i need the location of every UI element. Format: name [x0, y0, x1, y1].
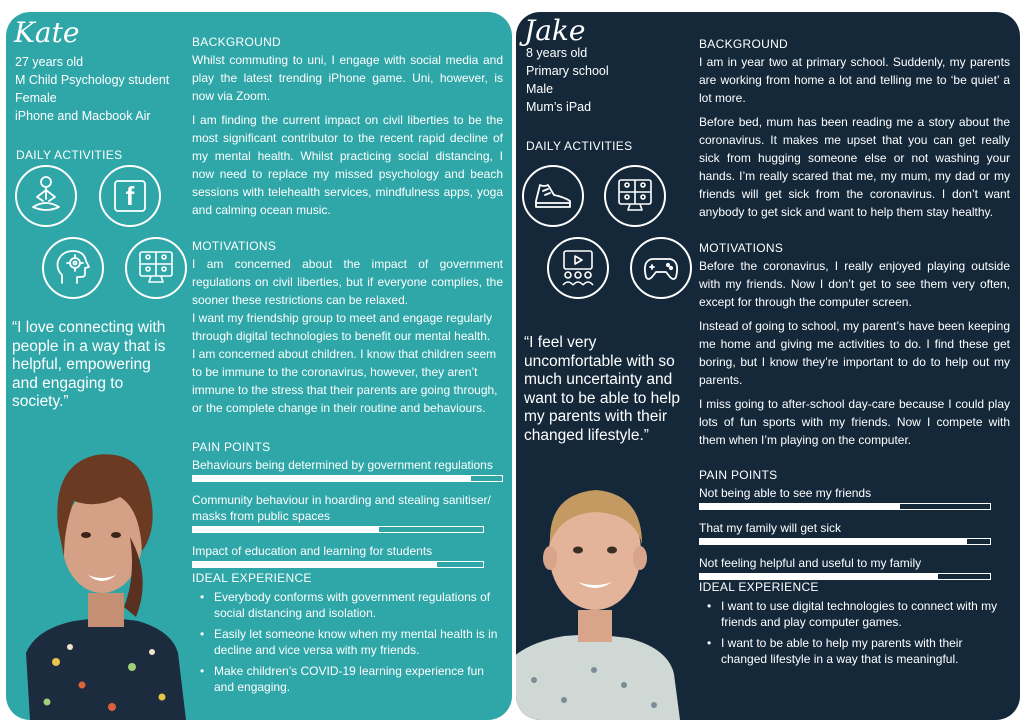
list-item: • Make children’s COVID-19 learning experience fun and engaging. [192, 663, 502, 695]
motivation-paragraph: I want my friendship group to meet and engage regularly through digital technologies to benefit our mental health. [192, 311, 493, 343]
pain-point-bar [192, 475, 503, 482]
list-item: • Everybody conforms with government regulations of social distancing and isolation. [192, 589, 502, 621]
pain-point-bar-fill [193, 562, 437, 567]
ideal-experience-list [699, 598, 999, 672]
background-heading: BACKGROUND [699, 37, 789, 51]
motivation-paragraph: I am concerned about children. I know that children seem to be immune to the coronavirus, however, they aren’t immune to the stress that their parents are going through, or the complete change in their routine and behaviours. [192, 347, 498, 415]
facebook-icon [99, 165, 161, 227]
persona-facts [15, 53, 169, 125]
persona-quote: “I love connecting with people in a way that is helpful, empowering and engaging to society.” [12, 319, 166, 410]
online-class-icon [547, 237, 609, 299]
persona-occupation: M Child Psychology student [15, 73, 170, 87]
jake-portrait-photo [516, 460, 694, 720]
persona-facts [526, 44, 609, 116]
video-call-icon [125, 237, 187, 299]
ideal-experience-list [192, 589, 502, 700]
pain-point-bar [192, 561, 484, 568]
pain-point-bar-fill [700, 504, 900, 509]
pain-point-label: That my family will get sick [699, 521, 842, 535]
pain-points-heading: PAIN POINTS [699, 468, 778, 482]
motivation-paragraph: I am concerned about the impact of government regulations on civil liberties, but if everyone complies, the sooner these restrictions can be relaxed. [192, 257, 503, 307]
pain-point [699, 485, 991, 510]
list-item: • I want to use digital technologies to connect with my friends and play computer games. [699, 598, 999, 630]
pain-point-bar-fill [700, 539, 967, 544]
daily-activities-heading: DAILY ACTIVITIES [16, 148, 123, 162]
pain-point-label: Not feeling helpful and useful to my family [699, 556, 922, 570]
background-text [699, 53, 1010, 227]
persona-age: 8 years old [526, 46, 588, 60]
pain-point-label: Not being able to see my friends [699, 486, 872, 500]
pain-point-bar [699, 573, 991, 580]
pain-point-bar [192, 526, 484, 533]
motivations-heading: MOTIVATIONS [699, 241, 784, 255]
pain-point-bar-fill [700, 574, 938, 579]
daily-activities-heading: DAILY ACTIVITIES [526, 139, 633, 153]
background-heading: BACKGROUND [192, 35, 282, 49]
facebook-letter: f [125, 181, 135, 211]
motivations-text [192, 255, 503, 417]
motivation-paragraph: Before the coronavirus, I really enjoyed playing outside with my friends. Now I don’t get to see them very often, except for through the computer screen. [699, 259, 1010, 309]
pain-point [192, 543, 503, 568]
pain-point [699, 520, 991, 545]
pain-point-label: Behaviours being determined by government regulations [192, 458, 493, 472]
pain-points-heading: PAIN POINTS [192, 440, 271, 454]
meditation-icon [15, 165, 77, 227]
background-paragraph: Before bed, mum has been reading me a story about the coronavirus. It makes me upset that you can get really sick from hugging someone else or not washing your hands. I’m really scared that me, my mum, my dad or my friends will get sick from the coronavirus. I don’t want anybody to get sick and want to help them stay healthy. [699, 115, 1010, 219]
pain-points-list [192, 457, 503, 578]
persona-name: Jake [524, 14, 586, 47]
motivation-paragraph: I miss going to after-school day-care because I could play lots of fun sports with my friends. Now I compete with them when I’m playing on the computer. [699, 397, 1010, 447]
pain-point-label: Community behaviour in hoarding and stealing sanitiser/ masks from public spaces [192, 493, 491, 523]
motivations-heading: MOTIVATIONS [192, 239, 277, 253]
pain-point-bar-fill [193, 527, 379, 532]
pain-point-label: Impact of education and learning for students [192, 544, 433, 558]
persona-devices: Mum’s iPad [526, 100, 592, 114]
pain-point [192, 492, 503, 533]
pain-point-bar [699, 503, 991, 510]
background-paragraph: I am in year two at primary school. Suddenly, my parents are working from home a lot and telling me to ‘be quiet’ a lot more. [699, 55, 1010, 105]
motivations-text [699, 257, 1010, 455]
persona-devices: iPhone and Macbook Air [15, 109, 151, 123]
list-item: • Easily let someone know when my mental health is in decline and vice versa with my friends. [192, 626, 502, 658]
persona-card-jake [516, 12, 1020, 720]
persona-card-kate [6, 12, 512, 720]
pain-points-list [699, 485, 991, 590]
persona-age: 27 years old [15, 55, 84, 69]
persona-school: Primary school [526, 64, 609, 78]
persona-quote: “I feel very uncomfortable with so much uncertainty and want to be able to help my parents with their changed lifestyle.” [524, 334, 680, 444]
gamepad-icon [630, 237, 692, 299]
pain-point-bar-fill [193, 476, 471, 481]
background-text [192, 51, 503, 225]
persona-gender: Male [526, 82, 554, 96]
persona-gender: Female [15, 91, 57, 105]
list-item: • I want to be able to help my parents with their changed lifestyle in a way that is meaningful. [699, 635, 999, 667]
pain-point-bar [699, 538, 991, 545]
background-paragraph: I am finding the current impact on civil liberties to be the most significant contributor to the recent rapid decline of my mental health. Whilst practicing social distancing, I now need to replace my missed psychology and beach sessions with telehealth services, mindfulness apps, yoga and calming ocean music. [192, 113, 503, 217]
motivation-paragraph: Instead of going to school, my parent’s have been keeping me home and giving me activities to do. I find these get boring, but I know they’re important to do to help out my parents. [699, 319, 1010, 387]
video-call-icon [604, 165, 666, 227]
persona-name: Kate [14, 16, 80, 49]
pain-point [192, 457, 503, 482]
sneaker-icon [522, 165, 584, 227]
background-paragraph: Whilst commuting to uni, I engage with social media and play the latest trending iPhone game. Uni, however, is now via Zoom. [192, 53, 503, 103]
brain-gear-icon [42, 237, 104, 299]
ideal-experience-heading: IDEAL EXPERIENCE [192, 571, 312, 585]
pain-point [699, 555, 991, 580]
ideal-experience-heading: IDEAL EXPERIENCE [699, 580, 819, 594]
kate-portrait-photo [12, 417, 212, 720]
